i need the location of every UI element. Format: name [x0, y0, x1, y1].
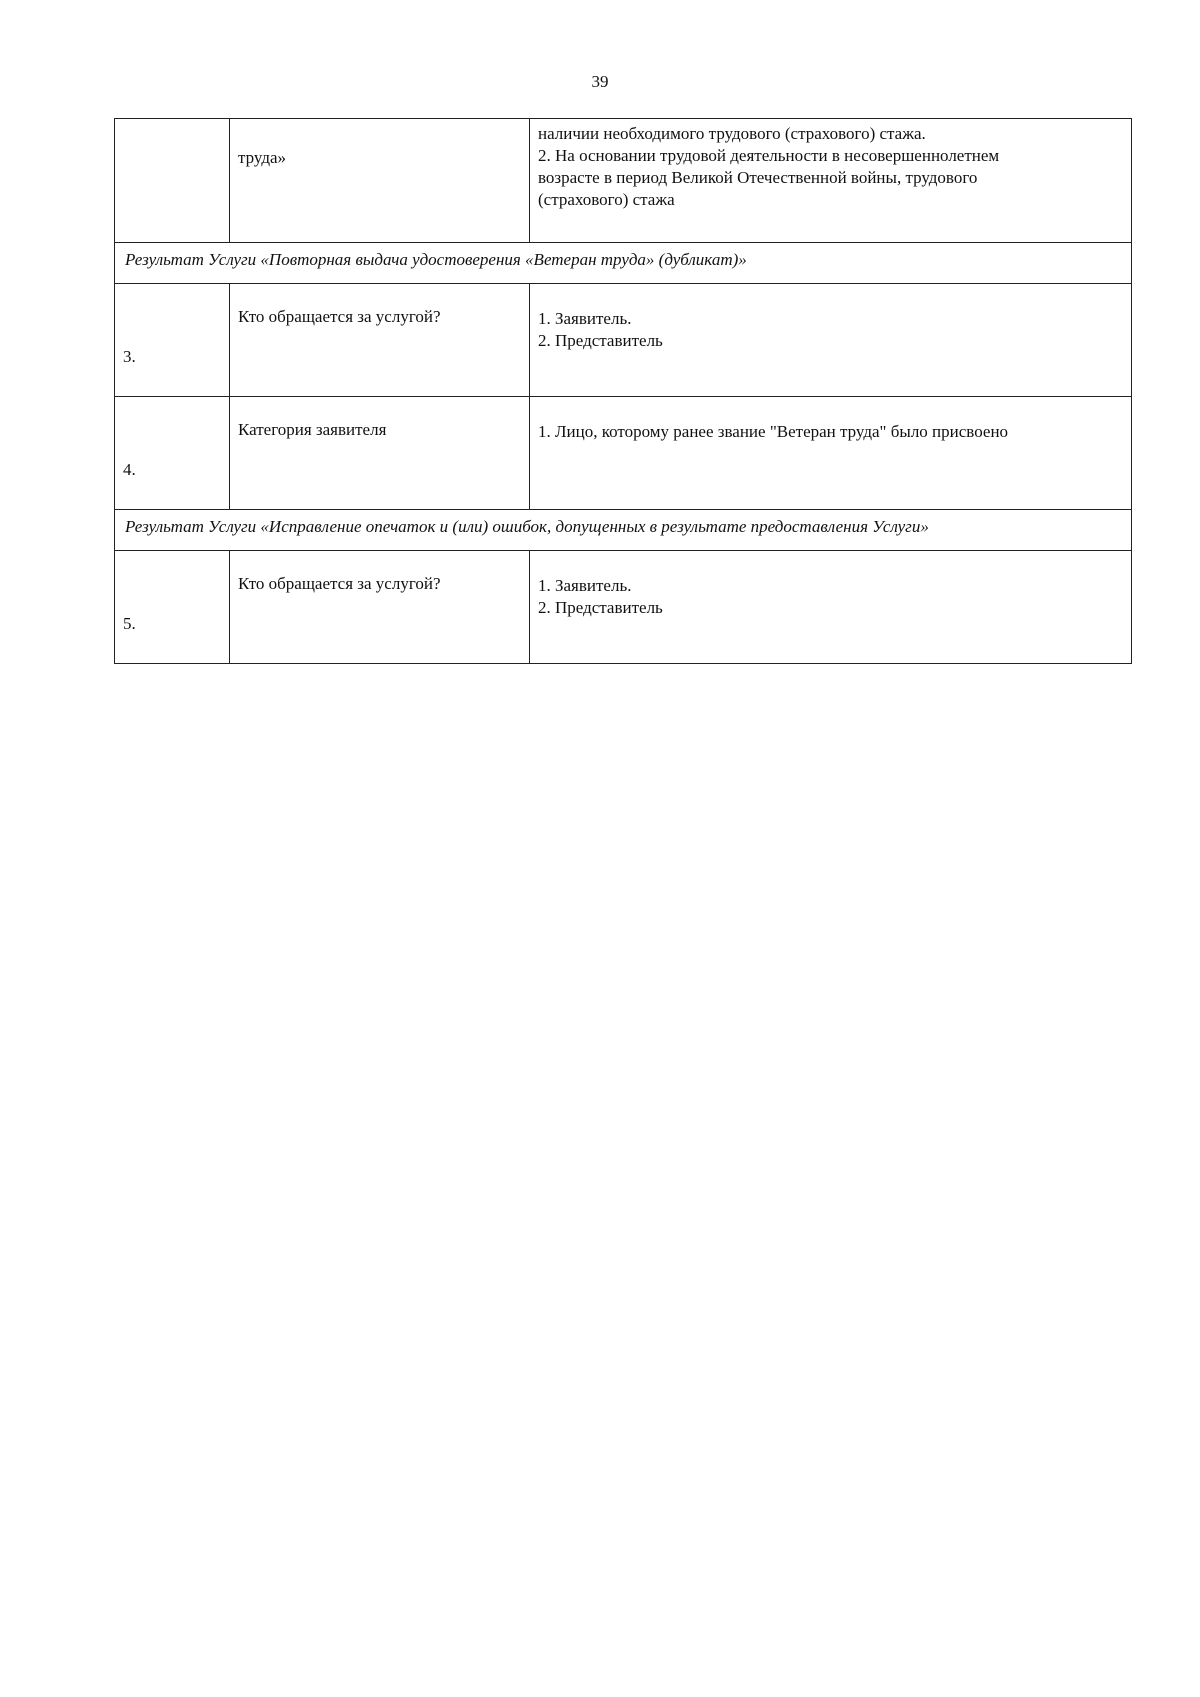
table-row — [115, 284, 1132, 397]
value-line: 2. На основании трудовой деятельности в несовершеннолетнем — [538, 146, 1000, 165]
criteria-table — [114, 118, 1132, 664]
row-value-cell — [530, 397, 1132, 510]
row-value-cell — [530, 119, 1132, 243]
value-line: возрасте в период Великой Отечественной войны, трудового — [538, 168, 978, 187]
row-number-cell: 5. — [115, 551, 230, 664]
section-title: Результат Услуги «Повторная выдача удостоверения «Ветеран труда» (дубликат)» — [115, 243, 1132, 284]
value-line: 1. Заявитель. — [538, 576, 632, 595]
value-line: 1. Лицо, которому ранее звание "Ветеран труда" было присвоено — [538, 422, 1009, 441]
row-number-cell — [115, 119, 230, 243]
section-header-row — [115, 243, 1132, 284]
value-line: 2. Представитель — [538, 598, 663, 617]
value-line: 1. Заявитель. — [538, 309, 632, 328]
row-value-cell — [530, 284, 1132, 397]
row-value-cell — [530, 551, 1132, 664]
row-number-cell: 4. — [115, 397, 230, 510]
row-number-cell: 3. — [115, 284, 230, 397]
value-line: наличии необходимого трудового (страхового) стажа. — [538, 124, 926, 143]
section-title: Результат Услуги «Исправление опечаток и (или) ошибок, допущенных в результате предоставления Услуги» — [115, 510, 1132, 551]
value-line: (страхового) стажа — [538, 190, 675, 209]
table-row — [115, 397, 1132, 510]
page-number: 39 — [591, 72, 609, 91]
table-row — [115, 551, 1132, 664]
row-name-cell: Категория заявителя — [230, 397, 530, 510]
value-line: 2. Представитель — [538, 331, 663, 350]
table-row-continuation — [115, 119, 1132, 243]
row-name-cell: труда» — [230, 119, 530, 243]
row-name-cell: Кто обращается за услугой? — [230, 284, 530, 397]
row-name-cell: Кто обращается за услугой? — [230, 551, 530, 664]
section-header-row — [115, 510, 1132, 551]
